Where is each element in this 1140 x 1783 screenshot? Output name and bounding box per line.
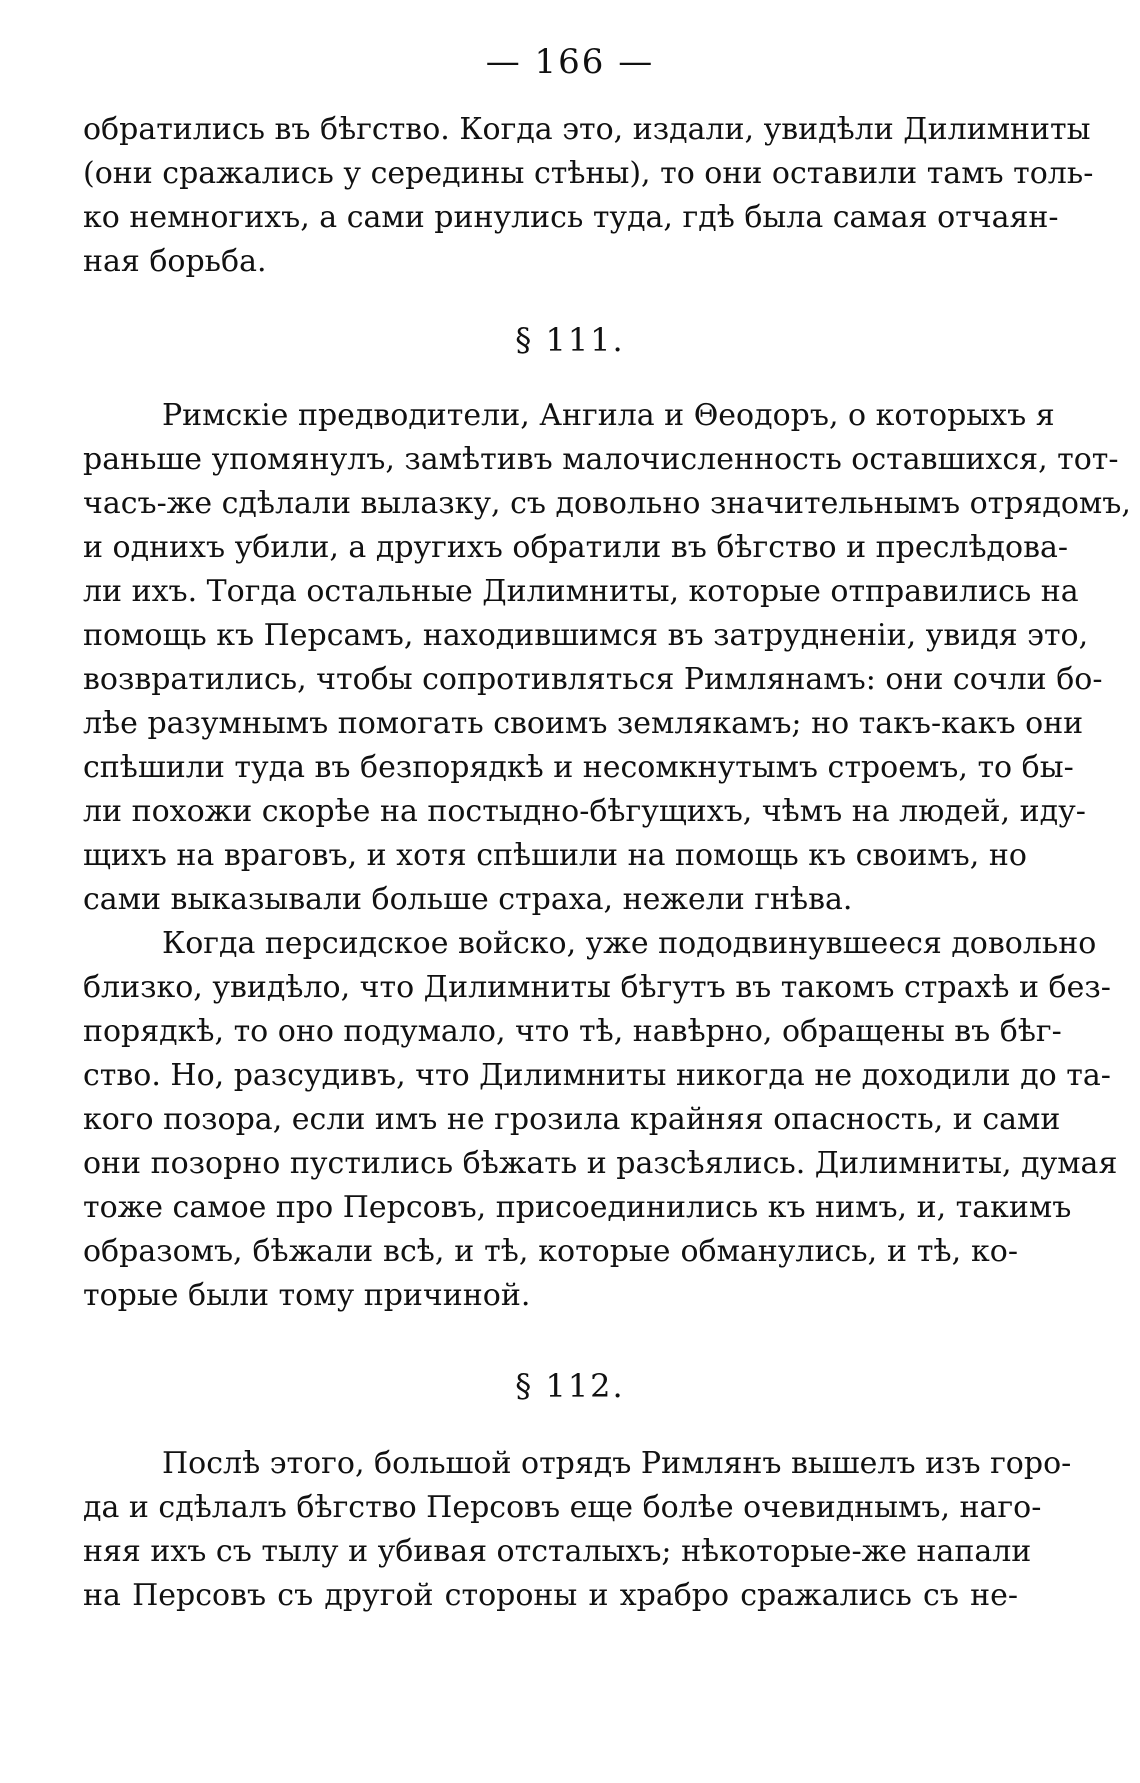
text-line: няя ихъ съ тылу и убивая отсталыхъ; нѣкоторые-же напали bbox=[83, 1534, 1032, 1569]
text-line: часъ-же сдѣлали вылазку, съ довольно значительнымъ отрядомъ, bbox=[83, 486, 1131, 521]
text-line: сами выказывали больше страха, нежели гнѣва. bbox=[83, 882, 853, 917]
text-line: тоже самое про Персовъ, присоединились къ нимъ, и, такимъ bbox=[83, 1190, 1072, 1225]
text-line: ли похожи скорѣе на постыдно-бѣгущихъ, чѣмъ на людей, иду- bbox=[83, 794, 1086, 829]
text-line: раньше упомянулъ, замѣтивъ малочисленность оставшихся, тот- bbox=[83, 442, 1119, 477]
text-line: спѣшили туда въ безпорядкѣ и несомкнутымъ строемъ, то бы- bbox=[83, 750, 1074, 785]
text-line: ли ихъ. Тогда остальные Дилимниты, которые отправились на bbox=[83, 574, 1079, 609]
text-line: помощь къ Персамъ, находившимся въ затрудненіи, увидя это, bbox=[83, 618, 1089, 653]
text-line: да и сдѣлалъ бѣгство Персовъ еще болѣе очевиднымъ, наго- bbox=[83, 1490, 1042, 1525]
text-line: (они сражались у середины стѣны), то они оставили тамъ толь- bbox=[83, 156, 1094, 191]
text-line: Когда персидское войско, уже пододвинувшееся довольно bbox=[162, 926, 1097, 961]
text-line: ство. Но, разсудивъ, что Дилимниты никогда не доходили до та- bbox=[83, 1058, 1111, 1093]
text-line: щихъ на враговъ, и хотя спѣшили на помощь къ своимъ, но bbox=[83, 838, 1027, 873]
text-line: обратились въ бѣгство. Когда это, издали, увидѣли Дилимниты bbox=[83, 112, 1091, 147]
text-line: торые были тому причиной. bbox=[83, 1278, 531, 1313]
page-number: — 166 — bbox=[485, 42, 655, 82]
text-line: они позорно пустились бѣжать и разсѣялись. Дилимниты, думая bbox=[83, 1146, 1118, 1181]
text-line: Римскіе предводители, Ангила и Θеодоръ, о которыхъ я bbox=[162, 398, 1055, 433]
section-heading-111: § 111. bbox=[515, 321, 625, 359]
text-line: ко немногихъ, а сами ринулись туда, гдѣ была самая отчаян- bbox=[83, 200, 1059, 235]
text-line: образомъ, бѣжали всѣ, и тѣ, которые обманулись, и тѣ, ко- bbox=[83, 1234, 1018, 1269]
text-line: и однихъ убили, а другихъ обратили въ бѣгство и преслѣдова- bbox=[83, 530, 1068, 565]
text-line: Послѣ этого, большой отрядъ Римлянъ вышелъ изъ горо- bbox=[162, 1446, 1072, 1481]
text-line: возвратились, чтобы сопротивляться Римлянамъ: они сочли бо- bbox=[83, 662, 1103, 697]
text-line: ная борьба. bbox=[83, 244, 267, 279]
text-line: лѣе разумнымъ помогать своимъ землякамъ; но такъ-какъ они bbox=[83, 706, 1084, 741]
text-line: близко, увидѣло, что Дилимниты бѣгутъ въ такомъ страхѣ и без- bbox=[83, 970, 1111, 1005]
text-line: кого позора, если имъ не грозила крайняя опасность, и сами bbox=[83, 1102, 1061, 1137]
text-line: на Персовъ съ другой стороны и храбро сражались съ не- bbox=[83, 1578, 1018, 1613]
text-line: порядкѣ, то оно подумало, что тѣ, навѣрно, обращены въ бѣг- bbox=[83, 1014, 1062, 1049]
section-heading-112: § 112. bbox=[515, 1367, 625, 1405]
